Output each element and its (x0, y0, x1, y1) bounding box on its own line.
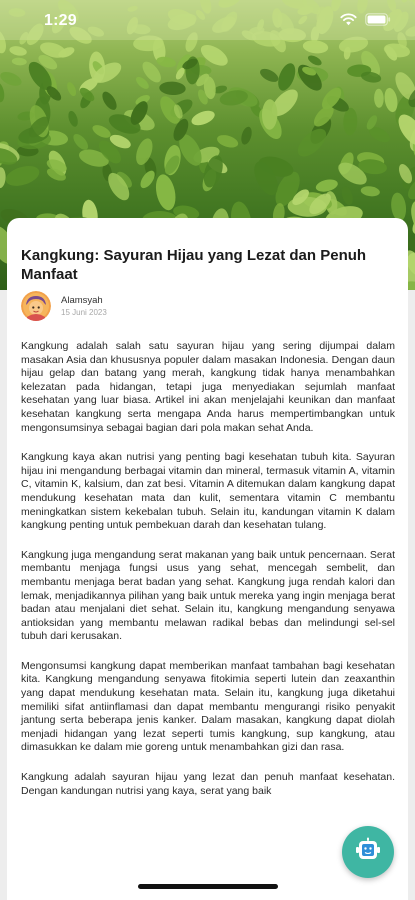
article-paragraph: Kangkung adalah salah satu sayuran hijau yang sering dijumpai dalam masakan Asia dan khususnya populer dalam masakan Indonesia. Dengan daun hijau gelap dan batang yang merah, kangkung tidak hanya menambahkan kelezatan pada hidangan, tetapi juga menyediakan sejumlah manfaat kesehatan yang luar biasa. Artikel ini akan menjelajahi keunikan dan manfaat kesehatan kangkung serta mengapa Anda harus mempertimbangkan untuk mengonsumsinya sebagai bagian dari pola makan sehat Anda. (21, 340, 395, 434)
author-meta (61, 295, 107, 318)
post-date: 15 Juni 2023 (61, 307, 107, 317)
article-paragraph: Kangkung adalah sayuran hijau yang lezat dan penuh manfaat kesehatan. Dengan kandungan nutrisi yang kaya, serat yang baik (21, 771, 395, 797)
article-paragraph: Mengonsumsi kangkung dapat memberikan manfaat tambahan bagi kesehatan kita. Kangkung mengandung senyawa fitokimia seperti lutein dan zeaxanthin yang dapat mendukung kesehatan mata. Selain itu, kangkung juga diketahui memiliki sifat antiinflamasi dan dapat membantu mengurangi risiko penyakit jantung serta beberapa jenis kanker. Dalam masakan, kangkung dapat diolah menjadi hidangan yang lezat seperti tumis kangkung, sup kangkung, atau dimasukkan ke dalam mie goreng untuk menambahkan gizi dan rasa. (21, 659, 395, 754)
avatar[interactable] (21, 291, 51, 321)
article-body (21, 340, 395, 814)
home-indicator[interactable] (138, 884, 278, 889)
chat-fab-button[interactable] (342, 826, 394, 878)
article-card (7, 218, 408, 900)
status-time: 1:29 (44, 12, 77, 29)
status-icons (340, 13, 391, 31)
avatar-illustration (21, 291, 51, 321)
article-paragraph: Kangkung kaya akan nutrisi yang penting bagi kesehatan tubuh kita. Sayuran hijau ini mengandung berbagai vitamin dan mineral, termasuk vitamin A, vitamin C, vitamin K, kalsium, dan zat besi. Vitamin A ditemukan dalam kangkung dapat mendukung kesehatan mata dan kulit, sementara vitamin C membantu meningkatkan sistem kekebalan tubuh. Selain itu, kandungan vitamin K dalam kangkung penting untuk pembekuan darah dan kesehatan tulang. (21, 451, 395, 532)
chat-icon (353, 835, 383, 870)
battery-icon (365, 13, 391, 31)
article-paragraph: Kangkung juga mengandung serat makanan yang baik untuk pencernaan. Serat membantu menjaga fungsi usus yang sehat, mencegah sembelit, dan membantu menjaga berat badan yang sehat. Kangkung juga rendah kalori dan lemak, menjadikannya pilihan yang baik untuk mereka yang ingin menjaga berat badan atau menjalani diet sehat. Selain itu, kangkung mengandung senyawa antioksidan yang membantu melawan radikal bebas dan melindungi sel-sel tubuh dari kerusakan. (21, 548, 395, 643)
wifi-icon (340, 13, 357, 31)
author-name[interactable]: Alamsyah (61, 294, 103, 306)
author-row[interactable] (21, 290, 107, 322)
article-title: Kangkung: Sayuran Hijau yang Lezat dan Penuh Manfaat (21, 247, 367, 283)
status-bar (0, 0, 415, 44)
